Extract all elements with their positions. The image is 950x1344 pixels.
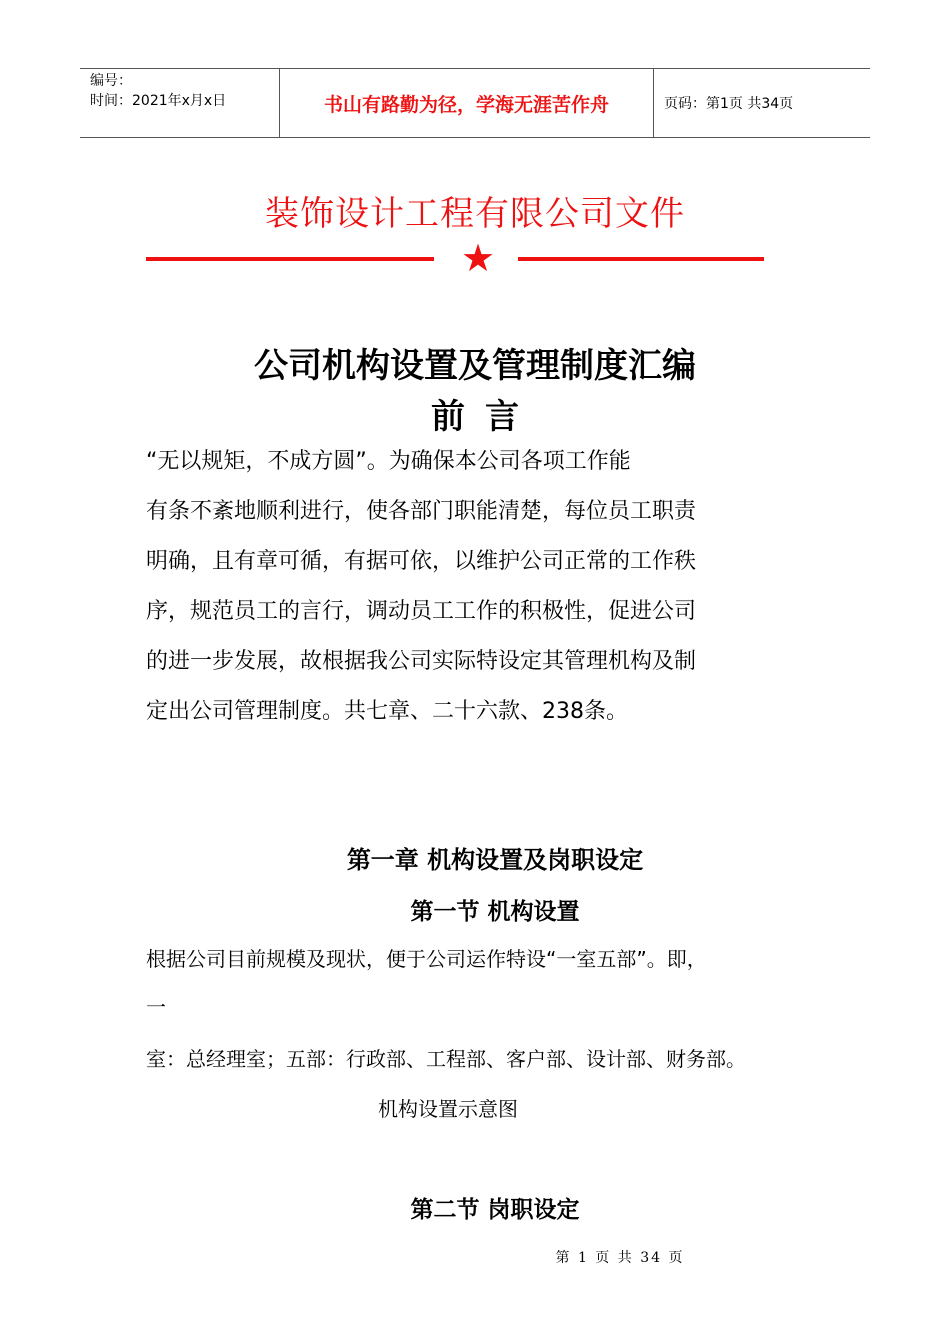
preface-line: “无以规矩，不成方圆”。为确保本公司各项工作能: [146, 449, 631, 474]
company-title: 装饰设计工程有限公司文件: [265, 194, 685, 234]
header-motto: 书山有路勤为径，学海无涯苦作舟: [280, 69, 654, 137]
section-line: 根据公司目前规模及现状，便于公司运作特设“一室五部”。即，: [146, 947, 707, 971]
section-line: 一: [146, 995, 166, 1019]
document-title: 公司机构设置及管理制度汇编: [254, 346, 696, 386]
preface-line: 定出公司管理制度。共七章、二十六款、238条。: [146, 699, 628, 724]
diagram-caption: 机构设置示意图: [378, 1097, 518, 1121]
preface-line: 的进一步发展，故根据我公司实际特设定其管理机构及制: [146, 649, 697, 674]
preface-line: 明确，且有章可循，有据可依，以维护公司正常的工作秩: [146, 549, 697, 574]
header-left-cell: [80, 69, 280, 137]
section-title: 第二节 岗职设定: [410, 1197, 580, 1223]
page-footer: 第 1 页 共 34 页: [555, 1250, 685, 1266]
preface-line: 有条不紊地顺利进行，使各部门职能清楚，每位员工职责: [146, 499, 697, 524]
star-icon: ★: [460, 236, 496, 280]
section-line: 室：总经理室；五部：行政部、工程部、客户部、设计部、财务部。: [146, 1047, 746, 1071]
section-title: 第一节 机构设置: [410, 899, 580, 925]
preface-line: 序，规范员工的言行，调动员工工作的积极性，促进公司: [146, 599, 697, 624]
header-page-info: 页码：第1页 共34页: [664, 96, 794, 112]
red-divider-right: [518, 257, 764, 261]
chapter-title: 第一章 机构设置及岗职设定: [346, 846, 644, 874]
header-table: [80, 68, 870, 138]
red-divider-left: [146, 257, 434, 261]
time-label: 时间：2021年x月x日: [90, 93, 227, 109]
preface-heading: 前言: [431, 397, 539, 437]
serial-label: 编号：: [90, 73, 132, 89]
